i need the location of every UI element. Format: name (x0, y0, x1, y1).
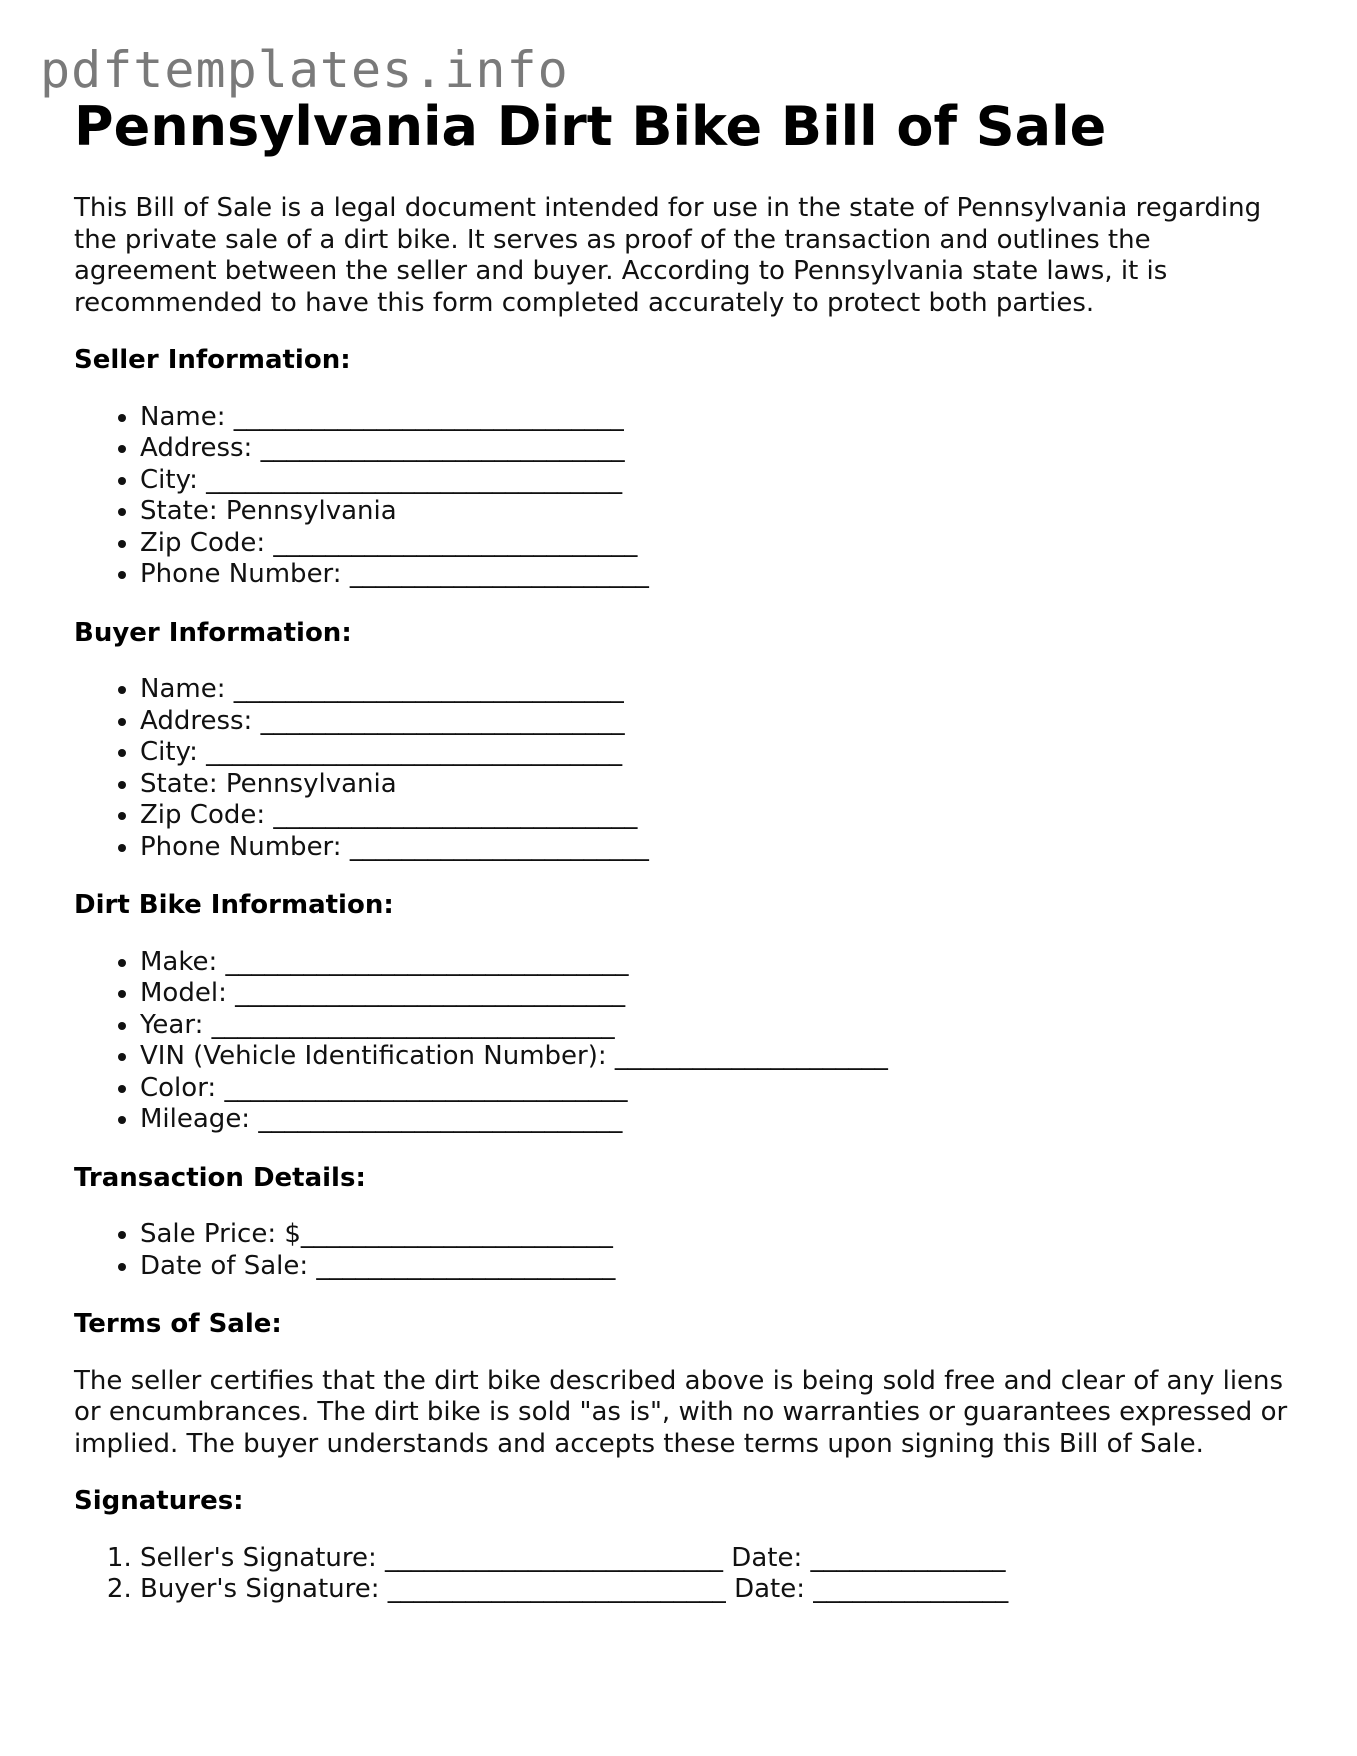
bike-heading: Dirt Bike Information: (74, 890, 394, 920)
buyer-zip-field: • Zip Code: ____________________________ (140, 800, 1294, 832)
bike-make-field: • Make: _______________________________ (140, 947, 1294, 979)
bike-mileage-field: • Mileage: ____________________________ (140, 1104, 1294, 1136)
buyer-heading: Buyer Information: (74, 617, 352, 648)
buyer-name-field: • Name: ______________________________ (140, 674, 1294, 706)
sale-price-field: • Sale Price: $________________________ (140, 1219, 1294, 1251)
seller-name-field: • Name: ______________________________ (140, 402, 1294, 434)
seller-state-field: • State: Pennsylvania (140, 496, 1294, 528)
seller-signature-field: 1. Seller's Signature: __________________________ Date: _______________ (140, 1543, 1294, 1575)
bike-vin-field: • VIN (Vehicle Identification Number): _____________________ (140, 1041, 1294, 1073)
seller-city-field: • City: ________________________________ (140, 465, 1294, 497)
signatures-heading: Signatures: (74, 1486, 244, 1516)
bike-model-field: • Model: ______________________________ (140, 978, 1294, 1010)
bike-year-field: • Year: _______________________________ (140, 1010, 1294, 1042)
seller-address-field: • Address: ____________________________ (140, 433, 1294, 465)
document-body (74, 193, 1294, 1633)
buyer-city-field: • City: ________________________________ (140, 737, 1294, 769)
seller-zip-field: • Zip Code: ____________________________ (140, 528, 1294, 560)
watermark: pdftemplates.info (40, 41, 569, 99)
intro-paragraph: This Bill of Sale is a legal document intended for use in the state of Pennsylvania regarding the private sale of a dirt bike. It serves as proof of the transaction and outlines the agreement between the seller and buyer. According to Pennsylvania state laws, it is recommended to have this form completed accurately to protect both parties. (74, 193, 1262, 318)
seller-phone-field: • Phone Number: _______________________ (140, 559, 1294, 591)
buyer-phone-field: • Phone Number: _______________________ (140, 832, 1294, 864)
signatures-list (74, 1543, 1294, 1606)
buyer-address-field: • Address: ____________________________ (140, 706, 1294, 738)
buyer-state-field: • State: Pennsylvania (140, 769, 1294, 801)
transaction-heading: Transaction Details: (74, 1162, 366, 1193)
document-title: Pennsylvania Dirt Bike Bill of Sale (74, 95, 1107, 158)
bike-color-field: • Color: _______________________________ (140, 1073, 1294, 1105)
seller-list (74, 402, 1294, 591)
buyer-list (74, 674, 1294, 863)
transaction-list (74, 1219, 1294, 1282)
bike-list (74, 947, 1294, 1136)
seller-heading: Seller Information: (74, 345, 351, 375)
terms-paragraph: The seller certifies that the dirt bike described above is being sold free and clear of any liens or encumbrances. The dirt bike is sold "as is", with no warranties or guarantees expressed or implied. The buyer understands and accepts these terms upon signing this Bill of Sale. (74, 1365, 1288, 1459)
date-of-sale-field: • Date of Sale: _______________________ (140, 1251, 1294, 1283)
buyer-signature-field: 2. Buyer's Signature: __________________________ Date: _______________ (140, 1574, 1294, 1606)
terms-heading: Terms of Sale: (74, 1309, 282, 1339)
